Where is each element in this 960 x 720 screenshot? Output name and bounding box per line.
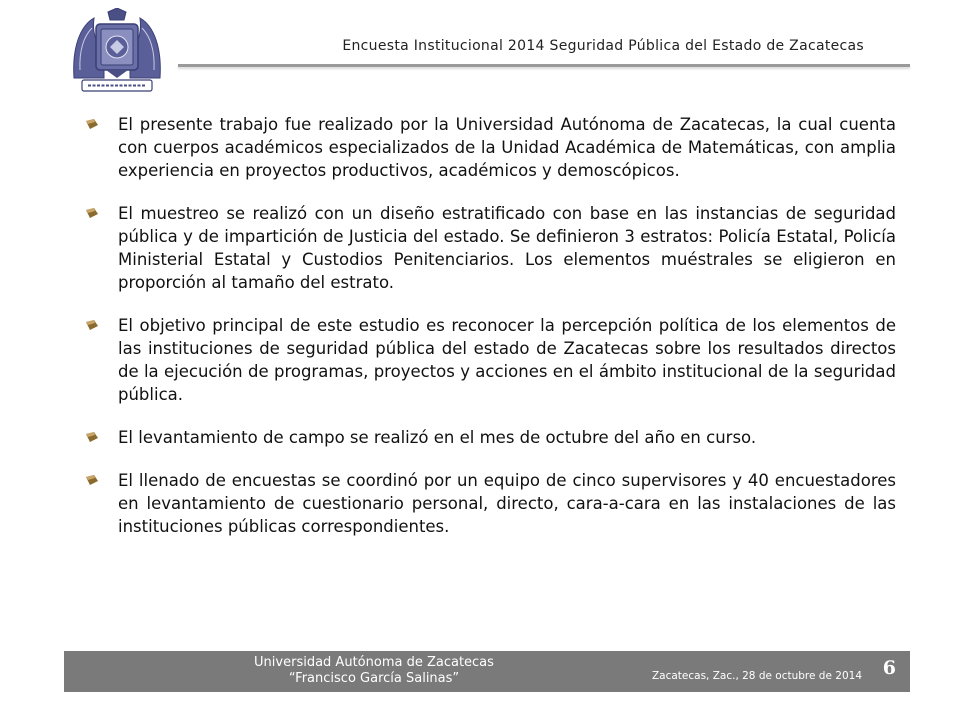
bullet-item <box>86 113 896 182</box>
bullet-icon <box>86 320 98 330</box>
bullet-item <box>86 202 896 294</box>
footer-university-name: Universidad Autónoma de Zacatecas <box>254 655 494 670</box>
header-title: Encuesta Institucional 2014 Seguridad Pública del Estado de Zacatecas <box>342 38 864 54</box>
bullet-text: El llenado de encuestas se coordinó por un equipo de cinco supervisores y 40 encuestadores en levantamiento de cuestionario personal, directo, cara-a-cara en las instalaciones de las instituciones públicas correspondientes. <box>118 471 896 536</box>
bullet-text: El levantamiento de campo se realizó en el mes de octubre del año en curso. <box>118 428 757 447</box>
bullet-text: El objetivo principal de este estudio es reconocer la percepción política de los elementos de las instituciones de seguridad pública del estado de Zacatecas sobre los resultados directos de la ejecución de programas, proyectos y acciones en el ámbito institucional de la seguridad pública. <box>118 316 896 404</box>
footer-university <box>64 655 684 687</box>
bullet-text: El muestreo se realizó con un diseño estratificado con base en las instancias de seguridad pública y de impartición de Justicia del estado. Se definieron 3 estratos: Policía Estatal, Policía Ministerial Estatal y Custodios Penitenciarios. Los elementos muéstrales se eligieron en proporción al tamaño del estrato. <box>118 204 896 292</box>
bullet-list <box>86 113 896 558</box>
footer-bar <box>64 651 910 692</box>
bullet-item <box>86 469 896 538</box>
university-seal-icon <box>70 8 164 96</box>
bullet-text: El presente trabajo fue realizado por la Universidad Autónoma de Zacatecas, la cual cuenta con cuerpos académicos especializados de la Unidad Académica de Matemáticas, con amplia experiencia en proyectos productivos, académicos y demoscópicos. <box>118 115 896 180</box>
footer-university-subtitle: “Francisco García Salinas” <box>288 671 460 686</box>
bullet-item <box>86 314 896 406</box>
bullet-item <box>86 426 896 449</box>
bullet-icon <box>86 119 98 129</box>
bullet-icon <box>86 432 98 442</box>
header-divider <box>178 64 910 67</box>
bullet-icon <box>86 208 98 218</box>
footer-date: Zacatecas, Zac., 28 de octubre de 2014 <box>651 670 862 682</box>
bullet-icon <box>86 475 98 485</box>
page-number: 6 <box>882 657 896 679</box>
